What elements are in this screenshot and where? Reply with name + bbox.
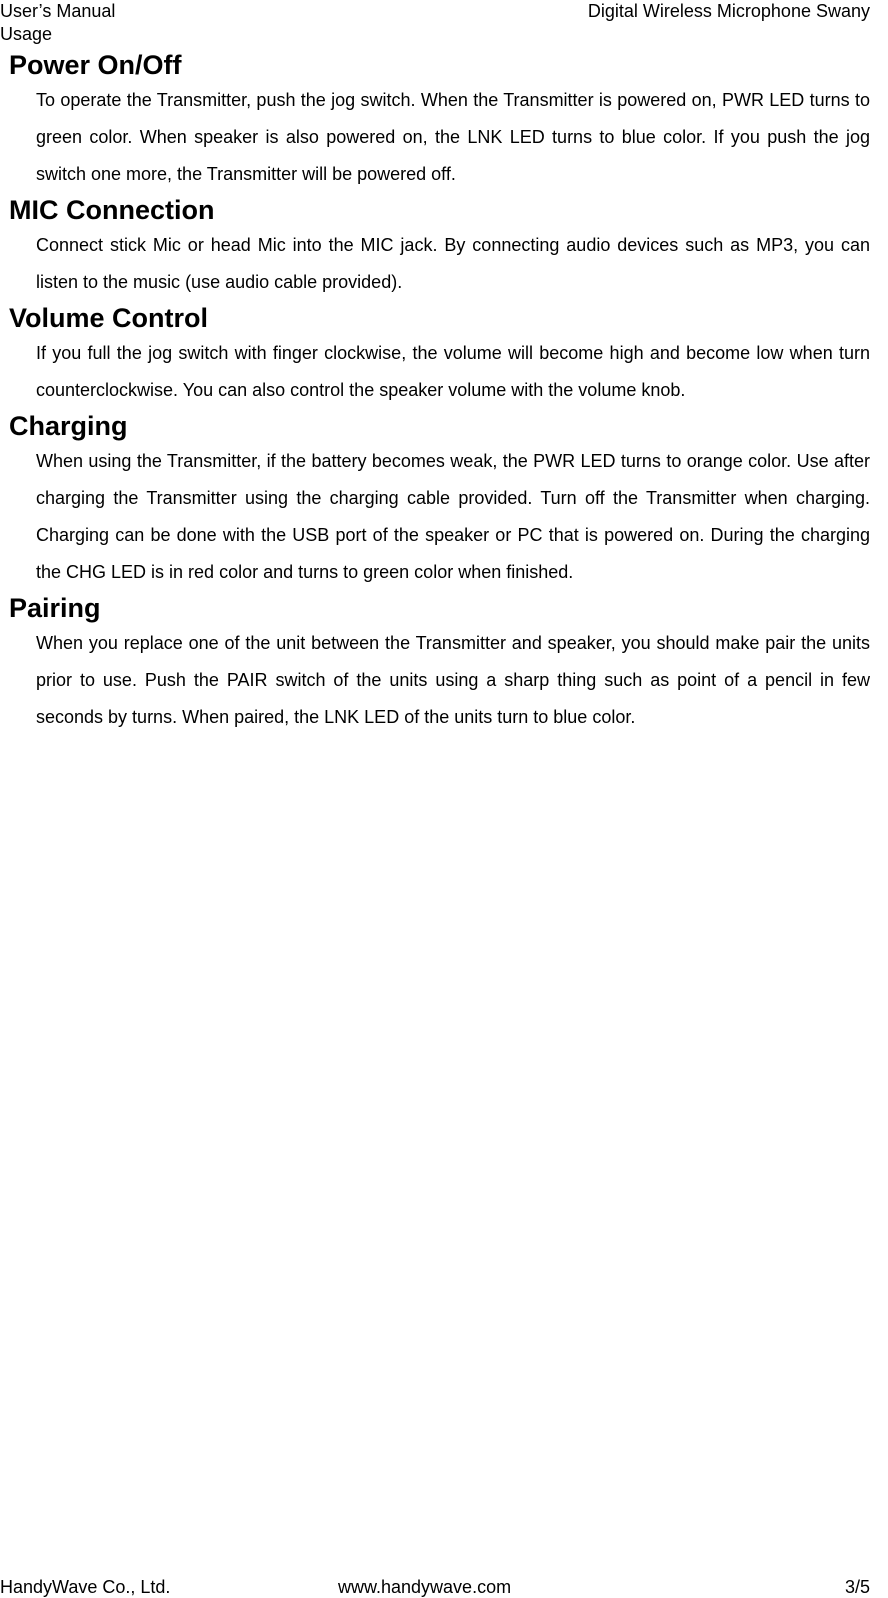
section-power bbox=[0, 48, 888, 193]
section-title: Power On/Off bbox=[9, 50, 182, 80]
section-body: If you full the jog switch with finger clockwise, the volume will become high and become low when turn counterclockwise. You can also control the speaker volume with the volume knob. bbox=[36, 343, 870, 400]
section-pairing bbox=[0, 591, 888, 736]
product-title: Digital Wireless Microphone Swany bbox=[587, 1, 870, 21]
section-body: When you replace one of the unit between the Transmitter and speaker, you should make pair the units prior to use. Push the PAIR switch of the units using a sharp thing such as point of a pencil in few seconds by turns. When paired, the LNK LED of the units turn to blue color. bbox=[36, 633, 870, 727]
chapter-label: Usage bbox=[0, 24, 53, 44]
section-title: MIC Connection bbox=[9, 195, 215, 225]
section-mic-connection bbox=[0, 193, 888, 301]
section-body: Connect stick Mic or head Mic into the MIC jack. By connecting audio devices such as MP3, you can listen to the music (use audio cable provided). bbox=[36, 235, 870, 292]
section-charging bbox=[0, 409, 888, 591]
company-name: HandyWave Co., Ltd. bbox=[0, 1577, 171, 1597]
section-body: To operate the Transmitter, push the jog switch. When the Transmitter is powered on, PWR LED turns to green color. When speaker is also powered on, the LNK LED turns to blue color. If you push the jog switch one more, the Transmitter will be powered off. bbox=[36, 90, 870, 184]
section-title: Pairing bbox=[9, 593, 101, 623]
manual-label: User’s Manual bbox=[0, 1, 116, 21]
section-title: Charging bbox=[9, 411, 128, 441]
section-title: Volume Control bbox=[9, 303, 208, 333]
section-volume-control bbox=[0, 301, 888, 409]
website-url: www.handywave.com bbox=[338, 1577, 512, 1597]
page-number: 3/5 bbox=[844, 1577, 870, 1597]
section-body: When using the Transmitter, if the battery becomes weak, the PWR LED turns to orange color. Use after charging the Transmitter using the charging cable provided. Turn off the Transmitter when charging. Charging can be done with the USB port of the speaker or PC that is powered on. During the charging the CHG LED is in red color and turns to green color when finished. bbox=[36, 451, 870, 582]
page-header-left bbox=[0, 0, 115, 46]
document-content bbox=[0, 48, 888, 736]
